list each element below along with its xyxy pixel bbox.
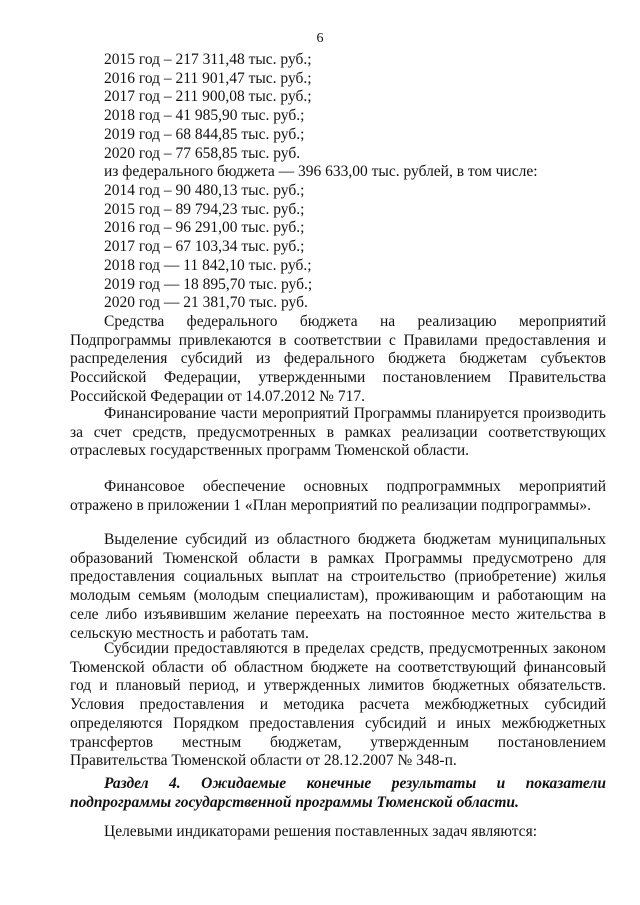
list-item: 2016 год – 96 291,00 тыс. руб.; [104,219,305,237]
regional-funding-year-list [104,51,312,163]
list-item: 2017 год – 67 103,34 тыс. руб.; [104,238,305,256]
paragraph-subsidy-allocation: Выделение субсидий из областного бюджета бюджетам муниципальных образований Тюменской области в рамках Программы предусмотрено для предоставления социальных выплат на строительство (приобретение) жилья молодым семьям (молодым специалистам), проживающим и работающим на селе либо изъявившим желание переехать на постоянное место жительства в сельскую местность и работать там. [70,531,606,642]
list-item: 2014 год – 90 480,13 тыс. руб.; [104,182,305,199]
list-item: 2018 год – 41 985,90 тыс. руб.; [104,107,305,125]
closing-line: Целевыми индикаторами решения поставленных задач являются: [104,823,538,840]
paragraph-appendix-reference: Финансовое обеспечение основных подпрограммных мероприятий отражено в приложении 1 «План мероприятий по реализации подпрограммы». [70,478,606,514]
list-item: 2015 год – 89 794,23 тыс. руб.; [104,200,305,218]
paragraph-federal-funds: Средства федерального бюджета на реализацию мероприятий Подпрограммы привлекаются в соответствии с Правилами предоставления и распределения субсидий из федерального бюджета бюджетам субъектов Российской Федерации, утвержденными постановлением Правительства Российской Федерации от 14.07.2012 № 717. [70,313,606,405]
list-item: 2015 год – 217 311,48 тыс. руб.; [104,51,312,68]
list-item: 2019 год — 18 895,70 тыс. руб.; [104,275,313,293]
paragraph-subsidy-conditions: Субсидии предоставляются в пределах средств, предусмотренных законом Тюменской области об областном бюджете на соответствующий финансовый год и плановый период, и утвержденных лимитов бюджетных обязательств. Условия предоставления и методика расчета межбюджетных субсидий определяются Порядком предоставления субсидий и иных межбюджетных трансфертов местным бюджетам, утвержденным постановлением Правительства Тюменской области от 28.12.2007 № 348-п. [70,640,606,770]
list-item: 2017 год – 211 900,08 тыс. руб.; [104,88,312,106]
list-item: 2020 год – 77 658,85 тыс. руб. [104,144,301,162]
list-item: 2016 год – 211 901,47 тыс. руб.; [104,69,312,87]
federal-funding-year-list [104,182,312,313]
section-heading: Раздел 4. Ожидаемые конечные результаты и показатели подпрограммы государственной программы Тюменской области. [70,775,606,811]
paragraph-program-financing: Финансирование части мероприятий Программы планируется производить за счет средств, предусмотренных в рамках реализации соответствующих отраслевых государственных программ Тюменской области. [70,405,606,460]
list-item: 2018 год — 11 842,10 тыс. руб.; [104,256,312,274]
list-item: 2019 год – 68 844,85 тыс. руб.; [104,125,305,143]
federal-budget-line: из федерального бюджета — 396 633,00 тыс. рублей, в том числе: [104,163,538,180]
list-item: 2020 год — 21 381,70 тыс. руб. [104,294,308,312]
page-number: 6 [316,31,324,46]
